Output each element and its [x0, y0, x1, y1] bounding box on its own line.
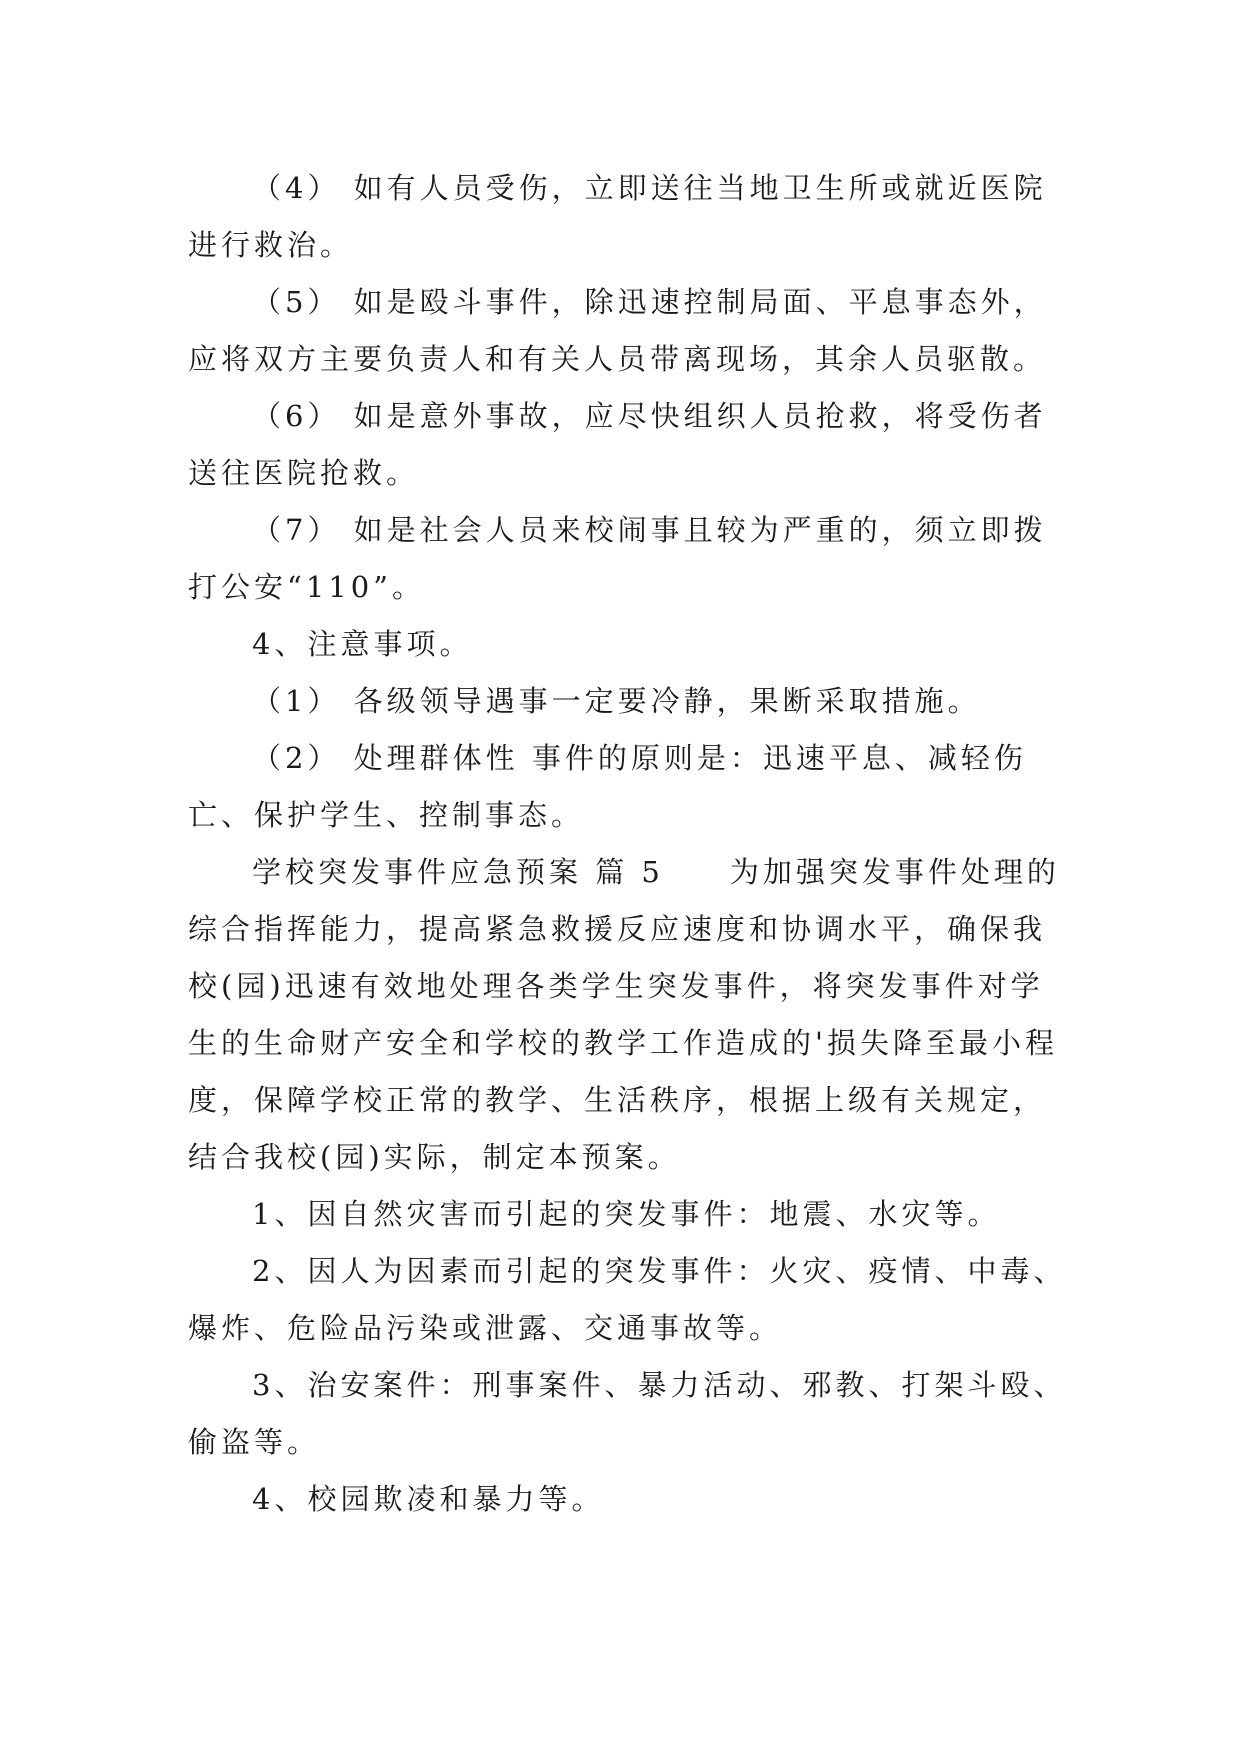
paragraph-category-4: 4、校园欺凌和暴力等。 — [252, 1482, 605, 1516]
paragraph-plan-5-intro: 学校突发事件应急预案 篇 5 为加强突发事件处理的综合指挥能力，提高紧急救援反应速度和协调水平，确保我校(园)迅速有效地处理各类学生突发事件，将突发事件对学生的生命财产安全和学校的教学工作造成的'损失降至最小程度，保障学校正常的教学、生活秩序，根据上级有关规定，结合我校(园)实际，制定本预案。 — [188, 855, 1060, 1174]
paragraph-item-5-fight: （5） 如是殴斗事件，除迅速控制局面、平息事态外，应将双方主要负责人和有关人员带离现场，其余人员驱散。 — [188, 285, 1047, 376]
document-body — [188, 160, 1068, 1528]
paragraph-item-7-disturbance: （7） 如是社会人员来校闹事且较为严重的，须立即拨打公安“110”。 — [188, 513, 1047, 604]
paragraph-note-1: （1） 各级领导遇事一定要冷静，果断采取措施。 — [252, 684, 981, 718]
paragraph-item-6-accident: （6） 如是意外事故，应尽快组织人员抢救，将受伤者送往医院抢救。 — [188, 399, 1047, 490]
paragraph-item-4-injury: （4） 如有人员受伤，立即送往当地卫生所或就近医院进行救治。 — [188, 171, 1047, 262]
paragraph-note-2: （2） 处理群体性 事件的原则是：迅速平息、减轻伤亡、保护学生、控制事态。 — [188, 741, 1027, 832]
section-heading-notes: 4、注意事项。 — [252, 627, 473, 661]
paragraph-category-2: 2、因人为因素而引起的突发事件：火灾、疫情、中毒、爆炸、危险品污染或泄露、交通事故等。 — [188, 1254, 1067, 1345]
paragraph-category-1: 1、因自然灾害而引起的突发事件：地震、水灾等。 — [252, 1197, 1001, 1231]
paragraph-category-3: 3、治安案件：刑事案件、暴力活动、邪教、打架斗殴、偷盗等。 — [188, 1368, 1067, 1459]
